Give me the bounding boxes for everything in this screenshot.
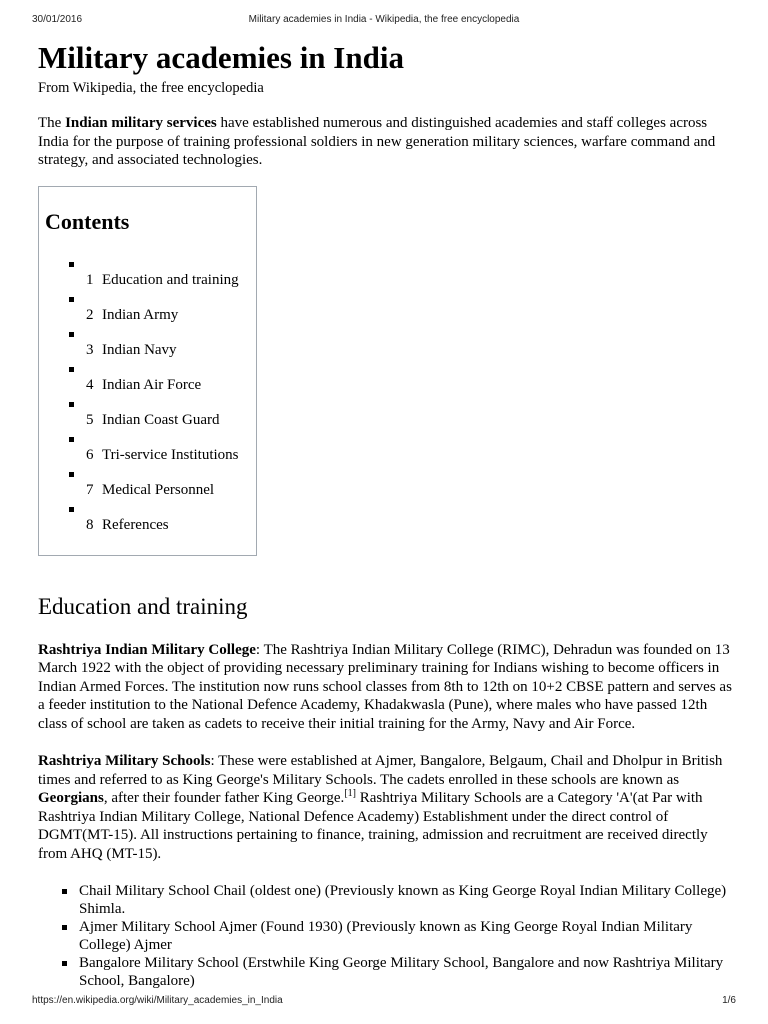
bullet-icon <box>69 297 74 302</box>
intro-post: have established numerous and distinguished academies and staff colleges across India for the purpose of training professional soldiers in new generation military sciences, warfare command and strategy, and associated technologies. <box>38 115 716 168</box>
print-url: https://en.wikipedia.org/wiki/Military_academies_in_India <box>32 995 283 1006</box>
toc-label[interactable]: References <box>102 516 169 533</box>
bullet-icon <box>69 472 74 477</box>
rimc-paragraph <box>38 641 738 734</box>
rms-text-3: Rashtriya Military Schools are a Category 'A'(at Par with Rashtriya Indian Military College, National Defence Academy) Establishment under the direct control of DGMT(MT-15). All instructions pertaining to finance, training, admission and recruitment are received directly from AHQ (MT-15). <box>38 790 708 862</box>
toc-title: Contents <box>45 208 130 234</box>
toc-label[interactable]: Education and training <box>102 271 239 288</box>
list-item-text: Bangalore Military School (Erstwhile King George Military School, Bangalore and now Rashtriya Military School, Bangalore) <box>79 955 724 989</box>
georgians-term: Georgians <box>38 790 104 806</box>
print-date: 30/01/2016 <box>32 14 83 25</box>
toc-number: 5 <box>86 411 94 428</box>
toc-label[interactable]: Indian Navy <box>102 341 177 358</box>
toc-number: 3 <box>86 341 94 358</box>
toc-label[interactable]: Indian Coast Guard <box>102 411 220 428</box>
toc-number: 4 <box>86 376 94 393</box>
bullet-icon <box>69 332 74 337</box>
toc-number: 8 <box>86 516 94 533</box>
rimc-text: : The Rashtriya Indian Military College (RIMC), Dehradun was founded on 13 March 1922 with the object of providing necessary preliminary training for Indians wishing to become officers in Indian Armed Forces. The institution now runs school classes from 8th to 12th on 10+2 CBSE pattern and serves as a feeder institution to the National Defence Academy, Khadakwasla (Pune), where males who have passed 12th class of school are taken as cadets to receive their initial training for the Army, Navy and Air Force. <box>38 641 732 732</box>
print-header <box>32 14 736 28</box>
bullet-icon <box>62 961 67 966</box>
table-of-contents <box>38 186 257 556</box>
bullet-icon <box>62 925 67 930</box>
bullet-icon <box>69 262 74 267</box>
article-content <box>38 38 738 990</box>
page-subtitle: From Wikipedia, the free encyclopedia <box>38 80 264 96</box>
toc-number: 6 <box>86 446 94 463</box>
intro-pre: The <box>38 115 66 131</box>
intro-paragraph <box>38 114 738 170</box>
list-item-text: Ajmer Military School Ajmer (Found 1930) (Previously known as King George Royal Indian Military College) Ajmer <box>79 919 693 953</box>
print-footer <box>32 995 736 1009</box>
reference-link[interactable]: [1] <box>344 788 356 799</box>
rms-text-2: , after their founder father King George. <box>103 790 345 806</box>
toc-label[interactable]: Indian Air Force <box>102 376 202 393</box>
toc-label[interactable]: Medical Personnel <box>102 481 215 498</box>
bullet-icon <box>69 402 74 407</box>
page-number: 1/6 <box>722 995 736 1006</box>
indian-military-services-link[interactable]: Indian military services <box>65 115 217 131</box>
page-title: Military academies in India <box>38 40 404 75</box>
bullet-icon <box>69 437 74 442</box>
list-item-text: Chail Military School Chail (oldest one) (Previously known as King George Royal Indian Military College) Shimla. <box>79 883 727 917</box>
toc-number: 2 <box>86 306 94 323</box>
toc-number: 1 <box>86 271 94 288</box>
toc-label[interactable]: Tri-service Institutions <box>102 446 239 463</box>
bullet-icon <box>69 367 74 372</box>
bullet-icon <box>62 889 67 894</box>
list-item <box>38 882 738 918</box>
schools-list <box>38 882 738 990</box>
section-heading-education: Education and training <box>38 593 248 619</box>
bullet-icon <box>69 507 74 512</box>
list-item <box>38 918 738 954</box>
rms-paragraph <box>38 752 738 863</box>
toc-label[interactable]: Indian Army <box>102 306 179 323</box>
list-item <box>38 954 738 990</box>
rms-text-1: : These were established at Ajmer, Bangalore, Belgaum, Chail and Dholpur in British times and referred to as King George's Military Schools. The cadets enrolled in these schools are known as <box>38 753 723 788</box>
rms-term: Rashtriya Military Schools <box>38 753 211 769</box>
toc-number: 7 <box>86 481 94 498</box>
print-page-title: Military academies in India - Wikipedia, the free encyclopedia <box>248 14 520 25</box>
rimc-term: Rashtriya Indian Military College <box>38 641 256 658</box>
